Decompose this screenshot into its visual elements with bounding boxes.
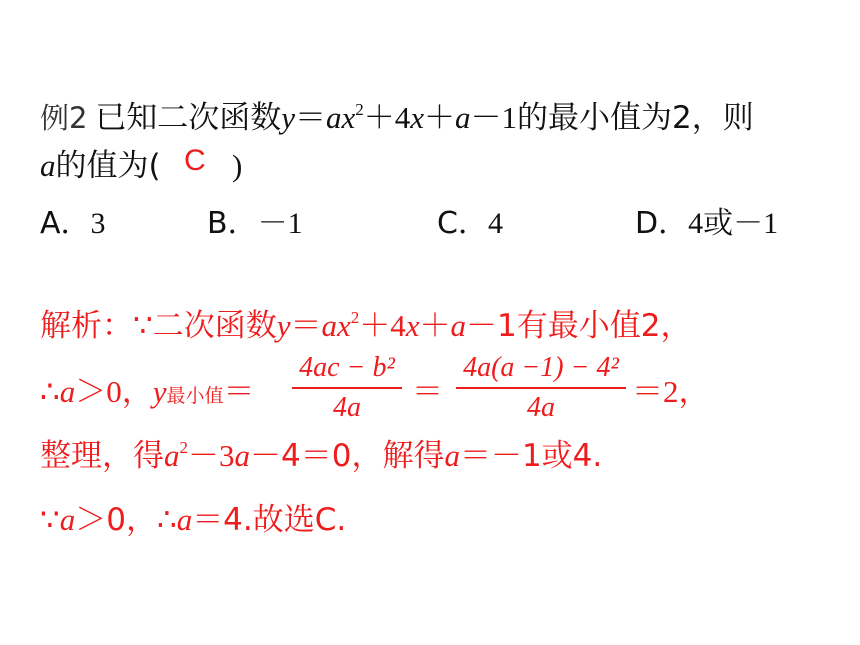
- sol3-rest: －4＝0，解得: [250, 438, 445, 474]
- sol2-eq2: ＝: [412, 374, 443, 409]
- solution-line-1: [40, 308, 691, 344]
- answer-blank: C: [184, 144, 206, 177]
- exponent: 2: [355, 100, 364, 119]
- option-a-letter: A．: [40, 206, 91, 241]
- option-c: [437, 198, 503, 242]
- fraction-1-bar: [292, 387, 402, 389]
- option-b-value: －1: [257, 207, 303, 240]
- sol-plus: ＋: [419, 308, 451, 343]
- option-d-letter: D．: [635, 206, 689, 241]
- option-d: [635, 198, 778, 242]
- sol4-var-a2: a: [176, 502, 193, 537]
- fraction-2: [456, 352, 626, 424]
- sol3-var-a2: a: [234, 438, 250, 473]
- plus-sign: ＋: [424, 100, 455, 135]
- term-4: ＋4: [363, 100, 411, 135]
- stem-text-3: 的值为(: [55, 148, 161, 184]
- sol3-prefix: 整理，得: [40, 438, 164, 474]
- sol3-var-a: a: [164, 438, 180, 473]
- option-d-value: 4或－1: [688, 207, 779, 240]
- sol3-var-a3: a: [444, 438, 460, 473]
- sol2-var-y: y: [152, 374, 167, 409]
- sol-eq: ＝: [290, 308, 322, 343]
- sol3-mid: －3: [188, 438, 235, 473]
- question-line-1: [40, 100, 754, 136]
- sol4-gt: ＞0，∴: [75, 502, 177, 538]
- var-a: a: [455, 100, 471, 135]
- sol-var-a: a: [450, 308, 467, 343]
- solution-prefix: 解析：∵二次函数: [40, 308, 277, 344]
- sol-term-4: ＋4: [359, 308, 406, 343]
- fraction-2-numerator: 4a(a −1) − 4²: [463, 352, 619, 383]
- equals-sign: ＝: [294, 100, 326, 135]
- option-c-value: 4: [487, 207, 503, 240]
- example-label: 例2: [40, 101, 88, 135]
- sol2-gt-zero: ＞0，: [75, 374, 153, 409]
- sol-var-x: x: [405, 308, 420, 343]
- because-symbol: ∵: [40, 502, 60, 537]
- therefore-symbol: ∴: [40, 374, 60, 409]
- sol4-var-a: a: [59, 502, 76, 537]
- question-line-2: [40, 148, 161, 184]
- sol4-end: ＝4.故选C.: [192, 502, 347, 538]
- stem-text-2: 的最小值为2，则: [517, 100, 754, 136]
- option-c-letter: C．: [437, 206, 488, 241]
- stem-text-1: 已知二次函数: [95, 100, 282, 136]
- solution-line-4: [40, 502, 346, 538]
- sol2-var-a: a: [59, 374, 76, 409]
- var-a-line2: a: [40, 148, 56, 183]
- fraction-2-denominator: 4a: [527, 392, 555, 423]
- sol3-end: ＝－1或4.: [459, 438, 603, 474]
- fraction-2-bar: [456, 387, 626, 389]
- sol-suffix: －1有最小值2，: [466, 308, 692, 344]
- sol-exponent: 2: [350, 308, 360, 327]
- sol-ax: ax: [321, 308, 351, 343]
- var-y: y: [281, 100, 295, 135]
- fraction-1-numerator: 4ac − b²: [299, 352, 395, 383]
- option-b-letter: B．: [207, 206, 258, 241]
- solution-line-3: [40, 438, 602, 474]
- sol2-eq1: ＝: [223, 374, 255, 409]
- option-b: [207, 198, 303, 242]
- close-paren: ): [232, 148, 243, 183]
- fraction-1-denominator: 4a: [333, 392, 361, 423]
- sol-var-y: y: [276, 308, 291, 343]
- solution-line-2-left: [40, 374, 255, 414]
- var-x: x: [410, 100, 424, 135]
- term-ax: ax: [325, 100, 356, 135]
- option-a: [40, 198, 106, 242]
- sol2-subscript: 最小值: [166, 385, 224, 407]
- option-a-value: 3: [90, 207, 106, 240]
- term-minus-1: －1: [470, 100, 517, 135]
- sol3-exponent: 2: [179, 438, 188, 457]
- sol2-result: ＝2，: [632, 374, 710, 409]
- fraction-1: [292, 352, 402, 424]
